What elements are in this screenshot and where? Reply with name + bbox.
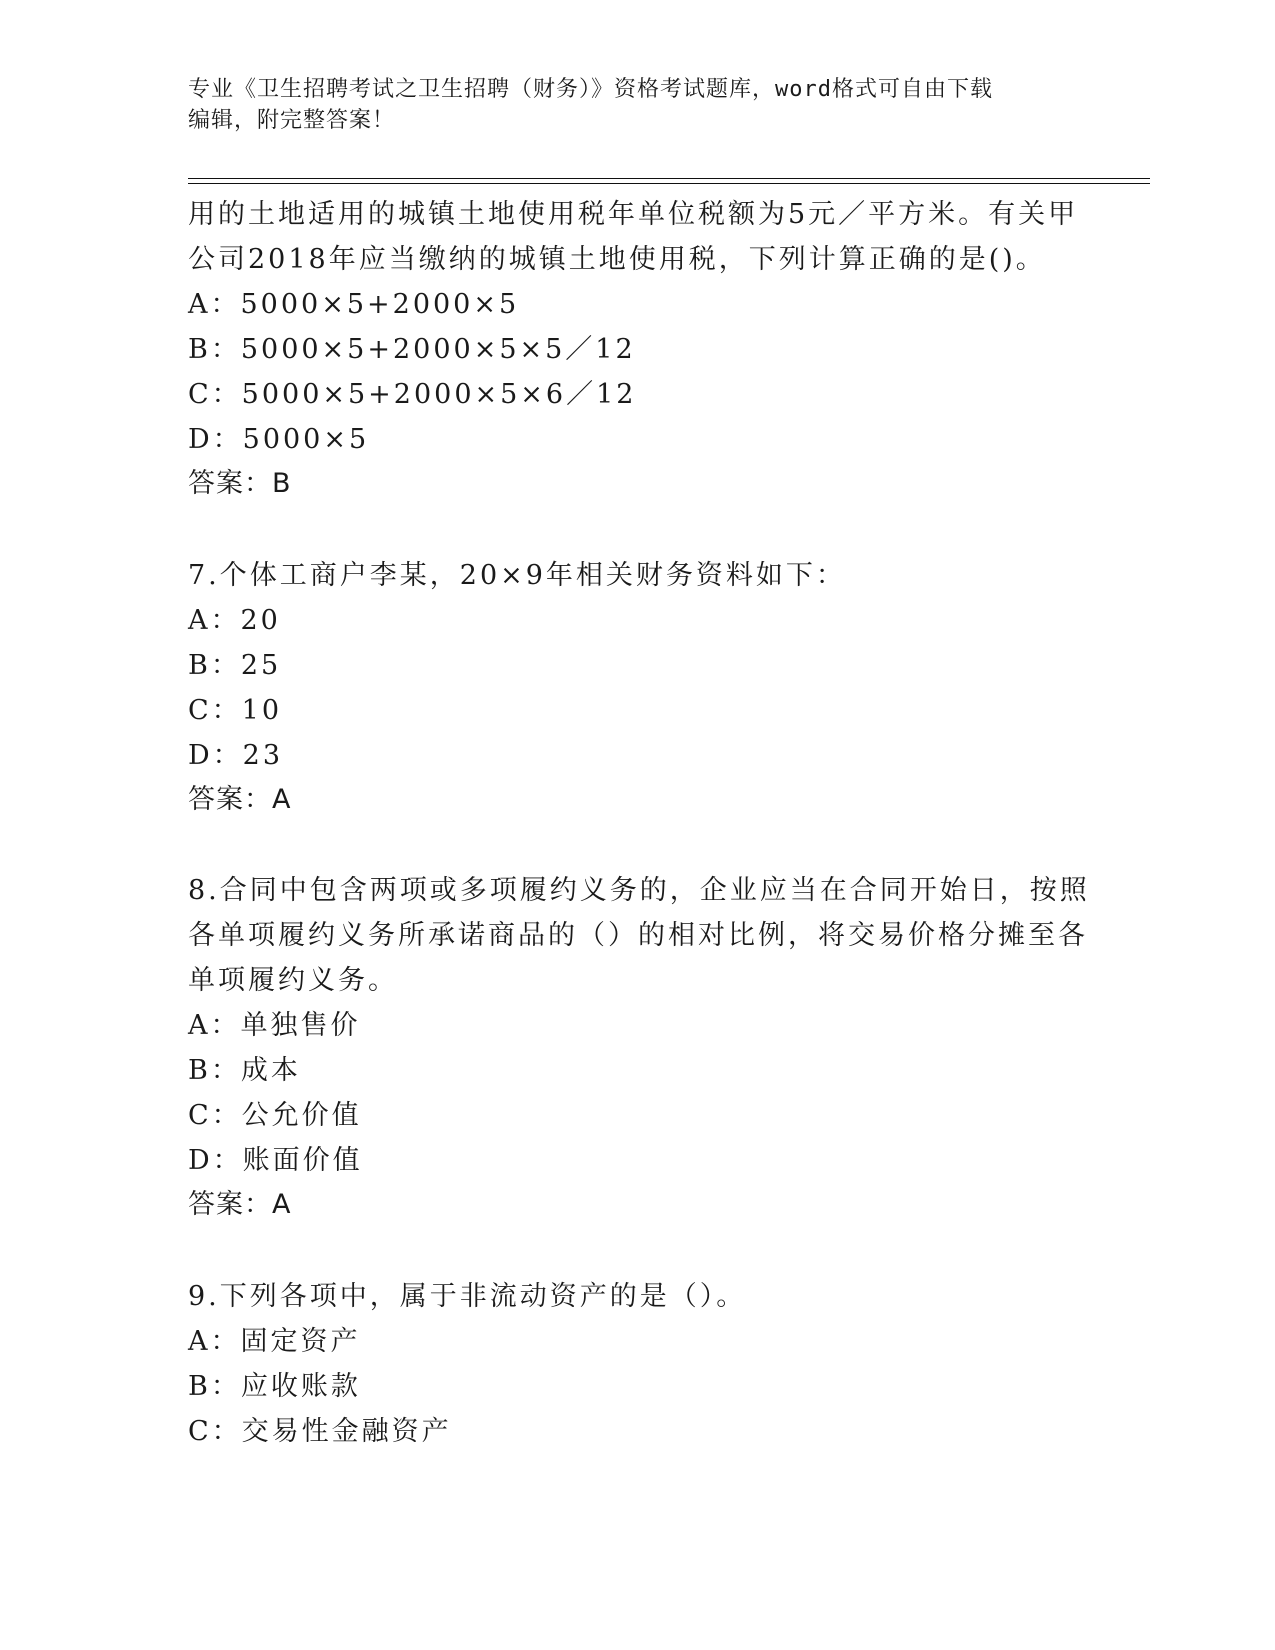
question-7-option-d: D：23 bbox=[188, 740, 284, 771]
question-6-option-c: C：5000×5+2000×5×6／12 bbox=[188, 379, 637, 410]
question-9-option-a: A：固定资产 bbox=[188, 1326, 361, 1357]
question-8-line-1: 8.合同中包含两项或多项履约义务的，企业应当在合同开始日，按照 bbox=[188, 875, 1090, 906]
question-6-line-2: 公司2018年应当缴纳的城镇土地使用税，下列计算正确的是()。 bbox=[188, 244, 1046, 275]
question-7-option-b: B：25 bbox=[188, 650, 282, 681]
question-9-line-1: 9.下列各项中，属于非流动资产的是（）。 bbox=[188, 1281, 747, 1312]
document-header bbox=[188, 74, 1068, 136]
question-8-option-d: D：账面价值 bbox=[188, 1145, 363, 1176]
question-7-answer: 答案：A bbox=[188, 784, 292, 815]
header-rule-top bbox=[188, 178, 1150, 179]
question-8-line-2: 各单项履约义务所承诺商品的（）的相对比例，将交易价格分摊至各 bbox=[188, 920, 1088, 951]
question-6-option-a: A：5000×5+2000×5 bbox=[188, 289, 520, 320]
question-8-line-3: 单项履约义务。 bbox=[188, 965, 398, 996]
question-6-option-b: B：5000×5+2000×5×5／12 bbox=[188, 334, 636, 365]
question-7-option-c: C：10 bbox=[188, 695, 283, 726]
question-8-answer: 答案：A bbox=[188, 1189, 292, 1220]
question-9-option-b: B：应收账款 bbox=[188, 1371, 361, 1402]
question-8-option-b: B：成本 bbox=[188, 1055, 301, 1086]
question-8-option-c: C：公允价值 bbox=[188, 1100, 362, 1131]
question-6-answer: 答案：B bbox=[188, 468, 292, 499]
question-7-line-1: 7.个体工商户李某，20×9年相关财务资料如下： bbox=[188, 560, 846, 591]
question-7-option-a: A：20 bbox=[188, 605, 281, 636]
header-rule-bottom bbox=[188, 183, 1150, 184]
header-line-1: 专业《卫生招聘考试之卫生招聘（财务）》资格考试题库，word格式可自由下载 bbox=[188, 77, 993, 102]
question-8-option-a: A：单独售价 bbox=[188, 1010, 361, 1041]
header-line-2: 编辑，附完整答案！ bbox=[188, 108, 396, 133]
question-9-option-c: C：交易性金融资产 bbox=[188, 1416, 452, 1447]
question-6-option-d: D：5000×5 bbox=[188, 424, 370, 455]
question-6-line-1: 用的土地适用的城镇土地使用税年单位税额为5元／平方米。有关甲 bbox=[188, 199, 1079, 230]
